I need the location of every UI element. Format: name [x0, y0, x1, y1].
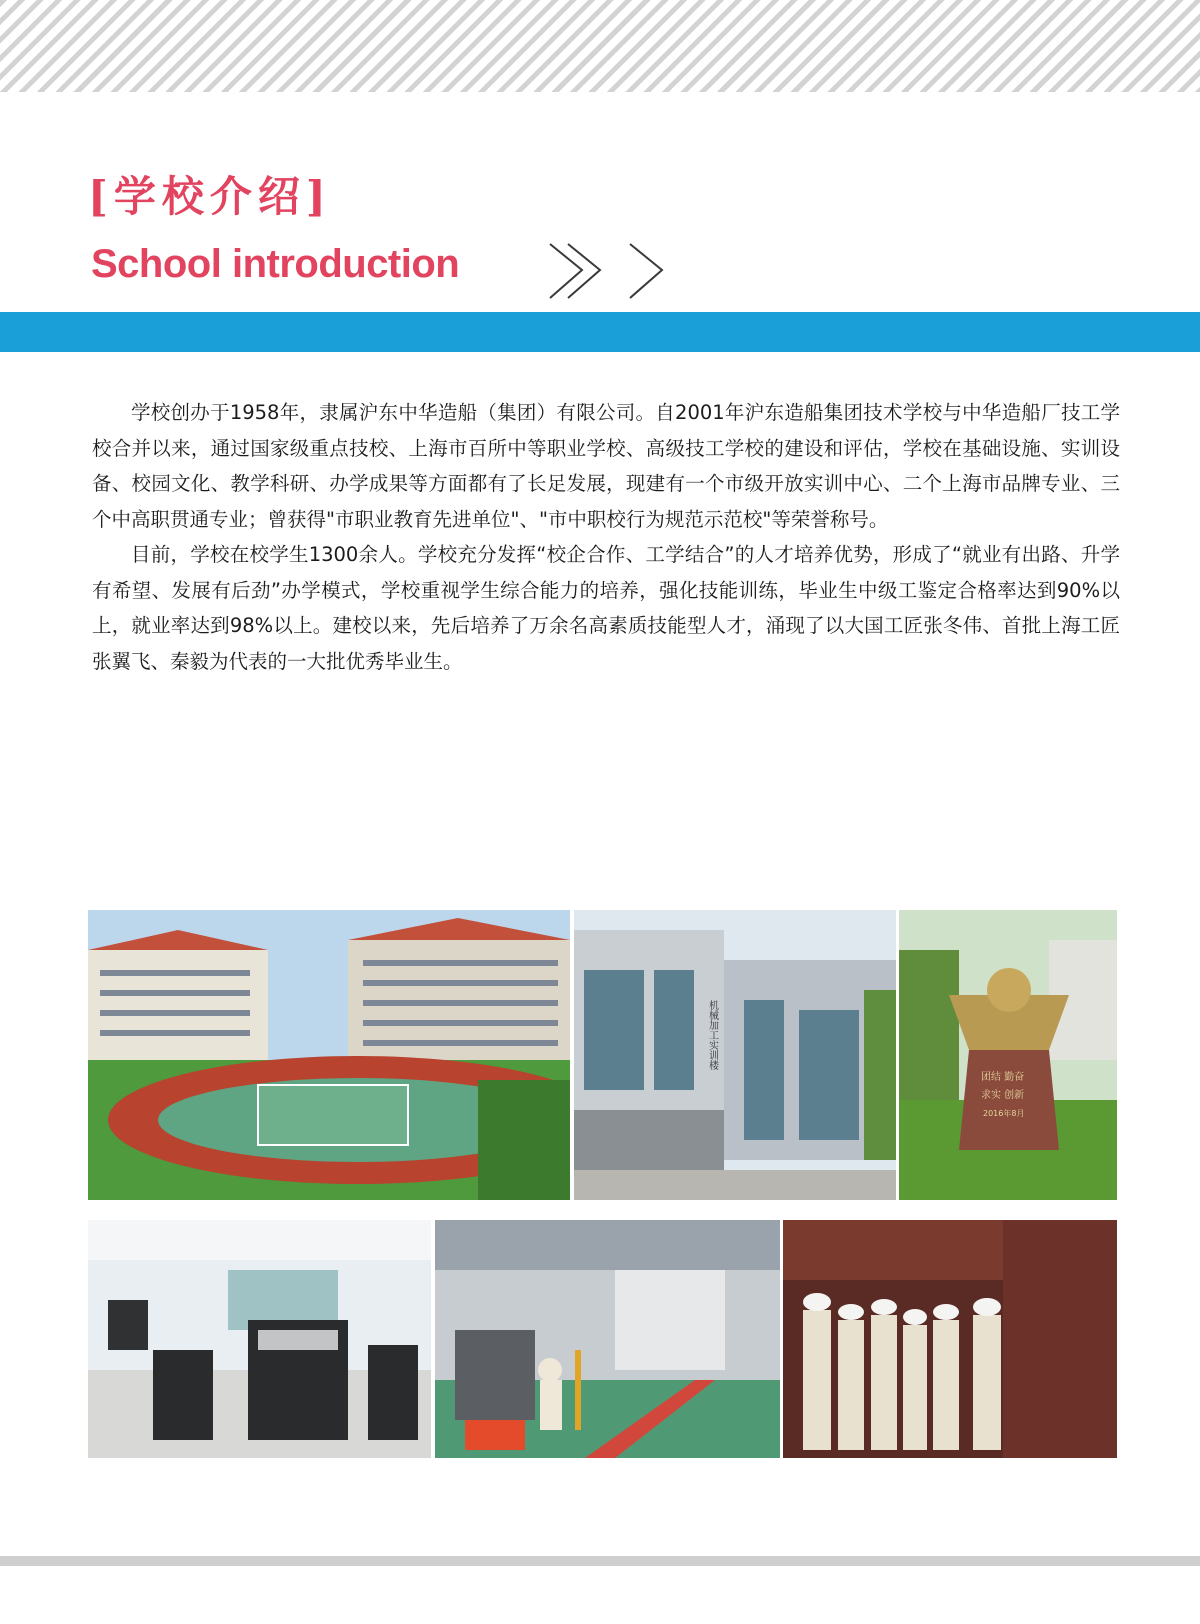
intro-paragraph: 学校创办于1958年，隶属沪东中华造船（集团）有限公司。自2001年沪东造船集团技术学校与中华造船厂技工学校合并以来，通过国家级重点技校、上海市百所中等职业学校、高级技工学校的建设和评估，学校在基础设施、实训设备、校园文化、教学科研、办学成果等方面都有了长足发展，现建有一个市级开放实训中心、二个上海市品牌专业、三个中高职贯通专业；曾获得"市职业教育先进单位"、"市中职校行为规范示范校"等荣誉称号。 [92, 401, 1120, 531]
photo-propeller-sculpture [899, 910, 1117, 1200]
sculpture-text-2: 求实 创新 [981, 1090, 1025, 1101]
intro-text [92, 395, 1120, 679]
sculpture-text-1: 团结 勤奋 [981, 1072, 1025, 1083]
photo-control-room [88, 1220, 431, 1458]
bottom-rule [0, 1556, 1200, 1566]
photo-workshop [435, 1220, 780, 1458]
intro-paragraph: 目前，学校在校学生1300余人。学校充分发挥“校企合作、工学结合”的人才培养优势，形成了“就业有出路、升学有希望、发展有后劲”办学模式，学校重视学生综合能力的培养，强化技能训练，毕业生中级工鉴定合格率达到90%以上，就业率达到98%以上。建校以来，先后培养了万余名高素质技能型人才，涌现了以大国工匠张冬伟、首批上海工匠张翼飞、秦毅为代表的一大批优秀毕业生。 [92, 543, 1120, 673]
photo-campus-field [88, 910, 570, 1200]
top-stripe-band [0, 0, 1200, 92]
section-title-english: School introduction [91, 242, 460, 286]
section-title-chinese: [学校介绍] [88, 172, 332, 221]
blue-header-band [0, 312, 1200, 352]
building-sign-text: 机械加工实训楼 [706, 1000, 718, 1070]
photo-training-building [574, 910, 896, 1200]
sculpture-date: 2016年8月 [983, 1109, 1025, 1118]
photo-shipyard-students [783, 1220, 1117, 1458]
chevron-arrows-icon [548, 240, 688, 304]
